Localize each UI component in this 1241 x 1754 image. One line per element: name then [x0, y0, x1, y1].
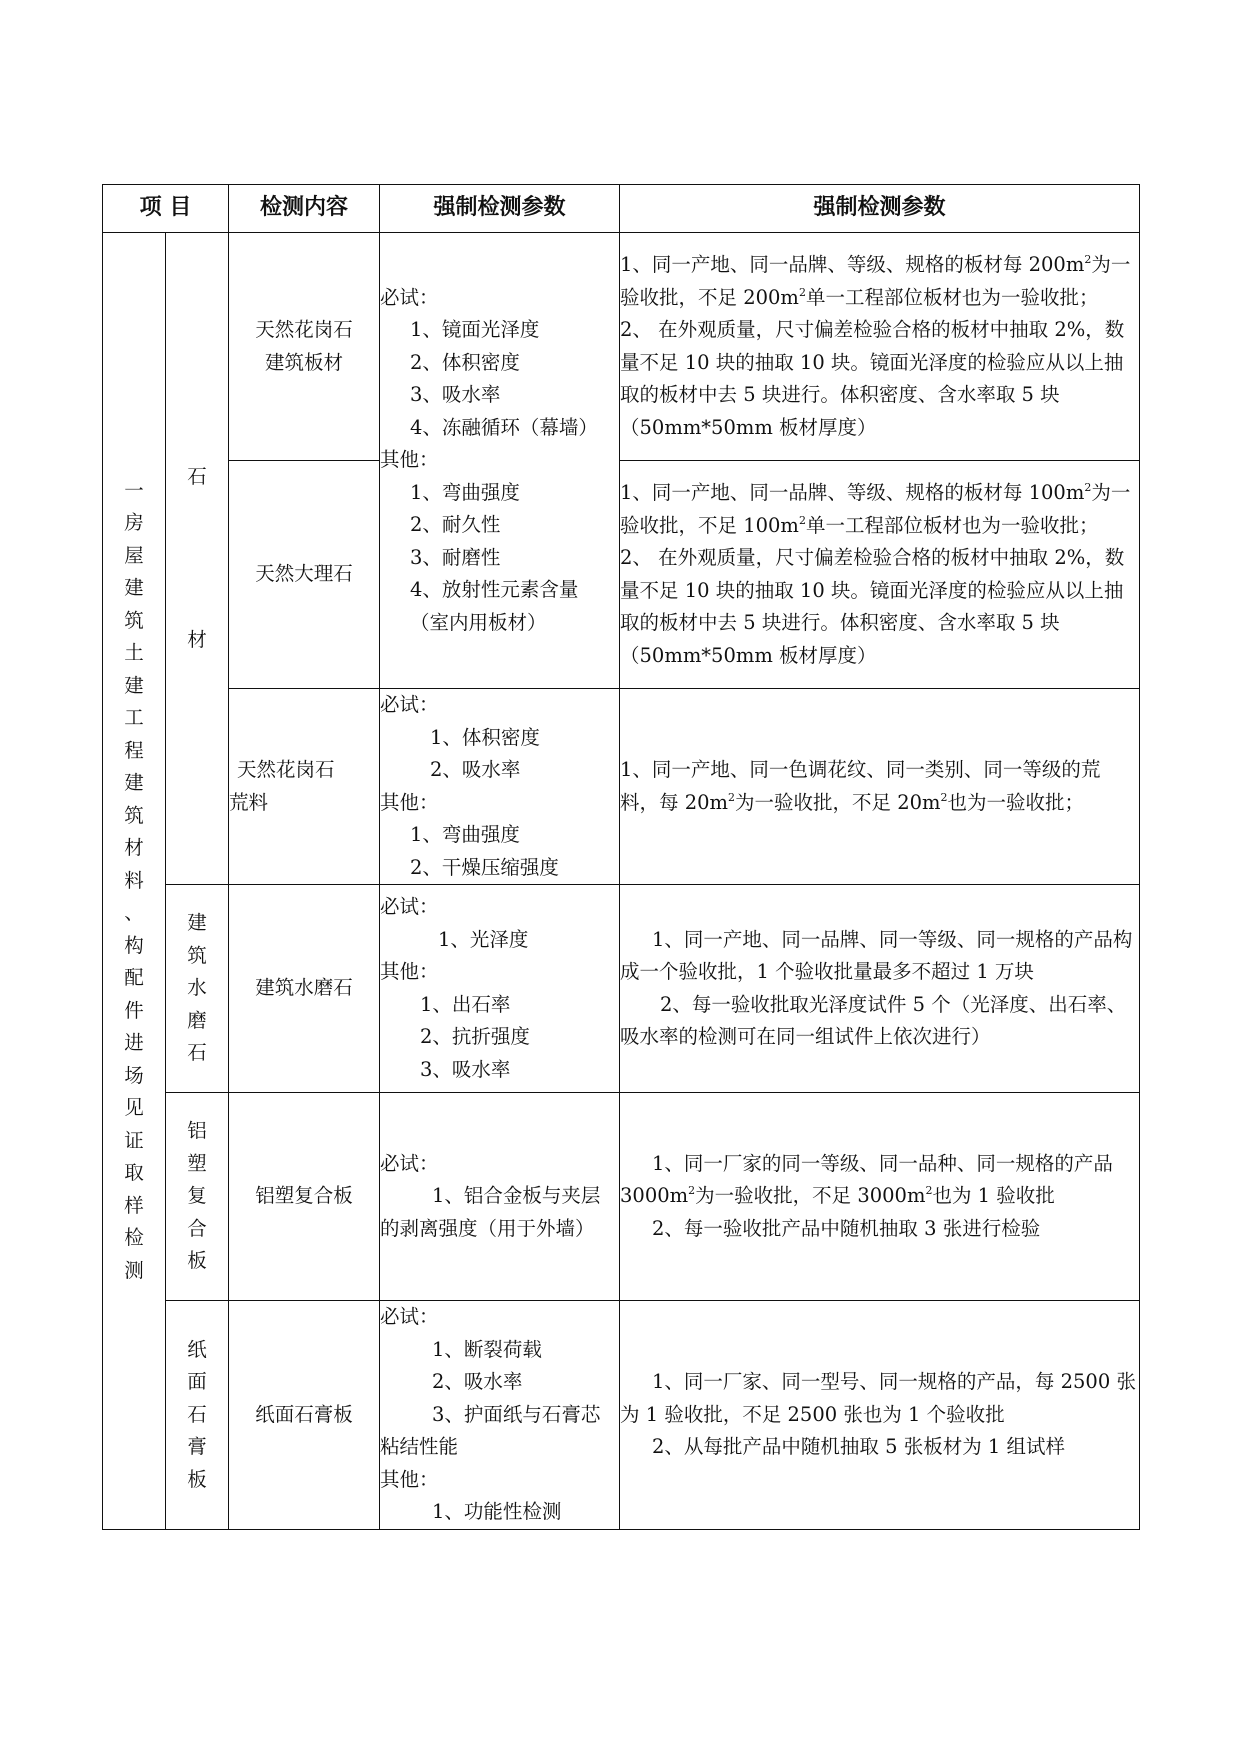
item-granite-rough: [229, 689, 380, 885]
item-aluminum: 铝塑复合板: [229, 1093, 380, 1301]
rule-paragraph: 2、从每批产品中随机抽取 5 张板材为 1 组试样: [652, 1435, 1066, 1458]
group-char: 纸: [187, 1337, 207, 1361]
rule-aluminum: [620, 1093, 1140, 1301]
params-item: 1、镜面光泽度: [410, 318, 540, 342]
params-must-label: 必试：: [380, 1151, 439, 1175]
category-char: 测: [124, 1258, 144, 1282]
group-stone: [166, 233, 229, 885]
category-char: 证: [124, 1128, 144, 1152]
rule-paragraph: [620, 477, 1139, 542]
category-char: 配: [124, 966, 144, 989]
rule-paragraph: 1、同一产地、同一品牌、同一等级、同一规格的产品构成一个验收批，1 个验收批量最多不超过 1 万块: [620, 927, 1133, 983]
category-char: 程: [124, 738, 144, 762]
item-terrazzo: 建筑水磨石: [229, 885, 380, 1093]
rule-paragraph: 2、每一验收批取光泽度试件 5 个（光泽度、出石率、吸水率的检测可在同一组试件上依次进行）: [620, 992, 1127, 1048]
params-item: 1、弯曲强度: [410, 823, 520, 846]
superscript: 2: [798, 513, 806, 527]
group-char: 磨: [187, 1008, 207, 1032]
group-char: 筑: [187, 943, 207, 967]
group-char: 膏: [187, 1435, 207, 1458]
category-char: 样: [124, 1193, 144, 1217]
params-item: 3、吸水率: [420, 1057, 511, 1081]
table-row: [103, 885, 1140, 1093]
group-char: 石: [187, 1402, 207, 1426]
rule-text: 单一工程部位板材也为一验收批；: [805, 513, 1099, 537]
params-item: 1、光泽度: [438, 927, 529, 951]
item-granite-board: [229, 233, 380, 461]
params-item: 2、耐久性: [410, 513, 501, 537]
rule-text: 1、同一产地、同一品牌、等级、规格的板材每 200m: [620, 253, 1085, 276]
group-char: 合: [187, 1216, 207, 1240]
category-char: 工: [124, 706, 144, 729]
rule-gypsum: [620, 1301, 1140, 1530]
category-char: 房: [124, 511, 144, 534]
rule-paragraph: [620, 754, 1139, 819]
category-char: 检: [124, 1226, 144, 1249]
rule-text: 单一工程部位板材也为一验收批；: [805, 285, 1099, 309]
category-char: 建: [124, 576, 144, 599]
category-char: 件: [124, 998, 144, 1022]
rule-paragraph: [620, 1148, 1139, 1213]
superscript: 2: [688, 1184, 696, 1198]
group-char: 石: [187, 465, 207, 488]
params-item: 1、弯曲强度: [410, 480, 520, 504]
category-char: 构: [124, 933, 144, 957]
category-char: 进: [124, 1031, 144, 1054]
rule-text: 也为一验收批；: [947, 790, 1085, 814]
rule-text: 为一验收批，不足 20m: [735, 790, 941, 814]
group-char: 铝: [187, 1119, 207, 1143]
category-char: 、: [124, 901, 144, 924]
rule-paragraph: [620, 249, 1139, 314]
table-row: [103, 1301, 1140, 1530]
document-page: [102, 184, 1140, 1530]
params-terrazzo: [380, 885, 620, 1093]
superscript: 2: [1084, 253, 1092, 266]
category-char: 一: [124, 478, 144, 502]
group-terrazzo: [166, 885, 229, 1093]
params-item: 2、干燥压缩强度: [410, 855, 559, 879]
rule-terrazzo: [620, 885, 1140, 1093]
category-char: 土: [124, 641, 144, 664]
params-item: 3、耐磨性: [410, 545, 501, 569]
rule-paragraph: 2、每一验收批产品中随机抽取 3 张进行检验: [652, 1216, 1041, 1240]
item-name-line: 天然花岗石: [237, 758, 335, 781]
group-char: 材: [187, 627, 207, 651]
params-item: 2、吸水率: [430, 758, 521, 781]
rule-text: 1、同一产地、同一色调花纹、同一类别、同一等级的荒料，每 20m: [620, 758, 1101, 814]
category-char: 屋: [124, 543, 144, 567]
group-char: 板: [187, 1249, 207, 1273]
rule-text: 为一验收批，不足 3000m: [695, 1184, 926, 1208]
group-char: 板: [187, 1467, 207, 1491]
rule-granite-board: [620, 233, 1140, 461]
category-char: 建: [124, 771, 144, 794]
category-char: 见: [124, 1096, 144, 1119]
params-item: 2、体积密度: [410, 350, 520, 374]
params-must-label: 必试：: [380, 1305, 439, 1328]
inspection-table: [102, 184, 1140, 1530]
header-params: 强制检测参数: [380, 185, 620, 233]
params-item: 2、抗折强度: [420, 1025, 530, 1048]
superscript: 2: [798, 285, 806, 299]
params-stone: [380, 233, 620, 689]
rule-text: 为一验收批，不足 200m: [620, 253, 1131, 309]
params-must-label: 必试：: [380, 693, 439, 716]
header-rules: 强制检测参数: [620, 185, 1140, 233]
params-item: 1、断裂荷载: [432, 1337, 542, 1361]
rule-text: 1、同一厂家的同一等级、同一品种、同一规格的产品 3000m: [620, 1151, 1113, 1208]
category-char: 取: [124, 1161, 144, 1184]
rule-paragraph: 2、 在外观质量，尺寸偏差检验合格的板材中抽取 2%，数量不足 10 块的抽取 10 块。镜面光泽度的检验应从以上抽取的板材中去 5 块进行。体积密度、含水率取 5 块（50mm*50mm 板材厚度）: [620, 318, 1125, 439]
params-aluminum: [380, 1093, 620, 1301]
table-row: [103, 461, 1140, 689]
header-content: 检测内容: [229, 185, 380, 233]
item-marble: 天然大理石: [229, 461, 380, 689]
category-char: 材: [124, 836, 144, 859]
category-char: 场: [124, 1063, 144, 1087]
params-item: 1、出石率: [420, 992, 511, 1016]
rule-text: 也为 1 验收批: [932, 1184, 1055, 1208]
superscript: 2: [728, 790, 736, 804]
params-must-label: 必试：: [380, 895, 439, 918]
group-char: 石: [187, 1041, 207, 1065]
rule-paragraph: 1、同一厂家、同一型号、同一规格的产品，每 2500 张为 1 验收批，不足 2500 张也为 1 个验收批: [620, 1370, 1136, 1426]
params-item: 1、体积密度: [430, 725, 540, 749]
category-char: 建: [124, 673, 144, 697]
item-gypsum: 纸面石膏板: [229, 1301, 380, 1530]
params-item: 3、护面纸与石膏芯粘结性能: [380, 1402, 601, 1458]
table-row: [103, 689, 1140, 885]
rule-text: 为一验收批，不足 100m: [620, 481, 1131, 537]
rule-text: 1、同一产地、同一品牌、等级、规格的板材每 100m: [620, 481, 1085, 504]
table-row: [103, 1093, 1140, 1301]
params-item: 4、放射性元素含量: [410, 578, 579, 602]
rule-granite-rough: [620, 689, 1140, 885]
params-other-label: 其他：: [380, 1467, 439, 1491]
header-row: [103, 185, 1140, 233]
params-other-label: 其他：: [380, 960, 439, 983]
group-gypsum: [166, 1301, 229, 1530]
params-other-label: 其他：: [380, 790, 439, 814]
params-note: （室内用板材）: [410, 610, 547, 634]
group-char: 建: [187, 911, 207, 935]
params-must-label: 必试：: [380, 285, 439, 309]
params-item: 2、吸水率: [432, 1370, 523, 1393]
group-char: 水: [187, 976, 207, 1000]
rule-marble: [620, 461, 1140, 689]
group-aluminum: [166, 1093, 229, 1301]
params-granite-rough: [380, 689, 620, 885]
category-cell: [103, 233, 166, 1530]
superscript: 2: [1084, 481, 1092, 494]
category-char: 筑: [124, 608, 144, 632]
item-name-line: 荒料: [229, 790, 269, 814]
params-item: 1、铝合金板与夹层的剥离强度（用于外墙）: [380, 1184, 601, 1240]
header-item: 项 目: [103, 185, 229, 233]
table-row: [103, 233, 1140, 461]
rule-paragraph: 2、 在外观质量，尺寸偏差检验合格的板材中抽取 2%，数量不足 10 块的抽取 10 块。镜面光泽度的检验应从以上抽取的板材中去 5 块进行。体积密度、含水率取 5 块（50mm*50mm 板材厚度）: [620, 546, 1125, 667]
group-char: 塑: [187, 1151, 207, 1175]
params-item: 4、冻融循环（幕墙）: [410, 415, 598, 439]
group-char: 面: [187, 1370, 207, 1393]
item-name-line: 天然花岗石: [255, 318, 353, 341]
group-char: 复: [187, 1184, 207, 1208]
category-char: 料: [124, 868, 144, 892]
params-gypsum: [380, 1301, 620, 1530]
superscript: 2: [925, 1184, 933, 1198]
params-item: 3、吸水率: [410, 383, 501, 407]
category-char: 筑: [124, 803, 144, 827]
params-item: 1、功能性检测: [432, 1500, 562, 1523]
superscript: 2: [940, 790, 948, 804]
params-other-label: 其他：: [380, 448, 439, 472]
item-name-line: 建筑板材: [265, 350, 344, 374]
